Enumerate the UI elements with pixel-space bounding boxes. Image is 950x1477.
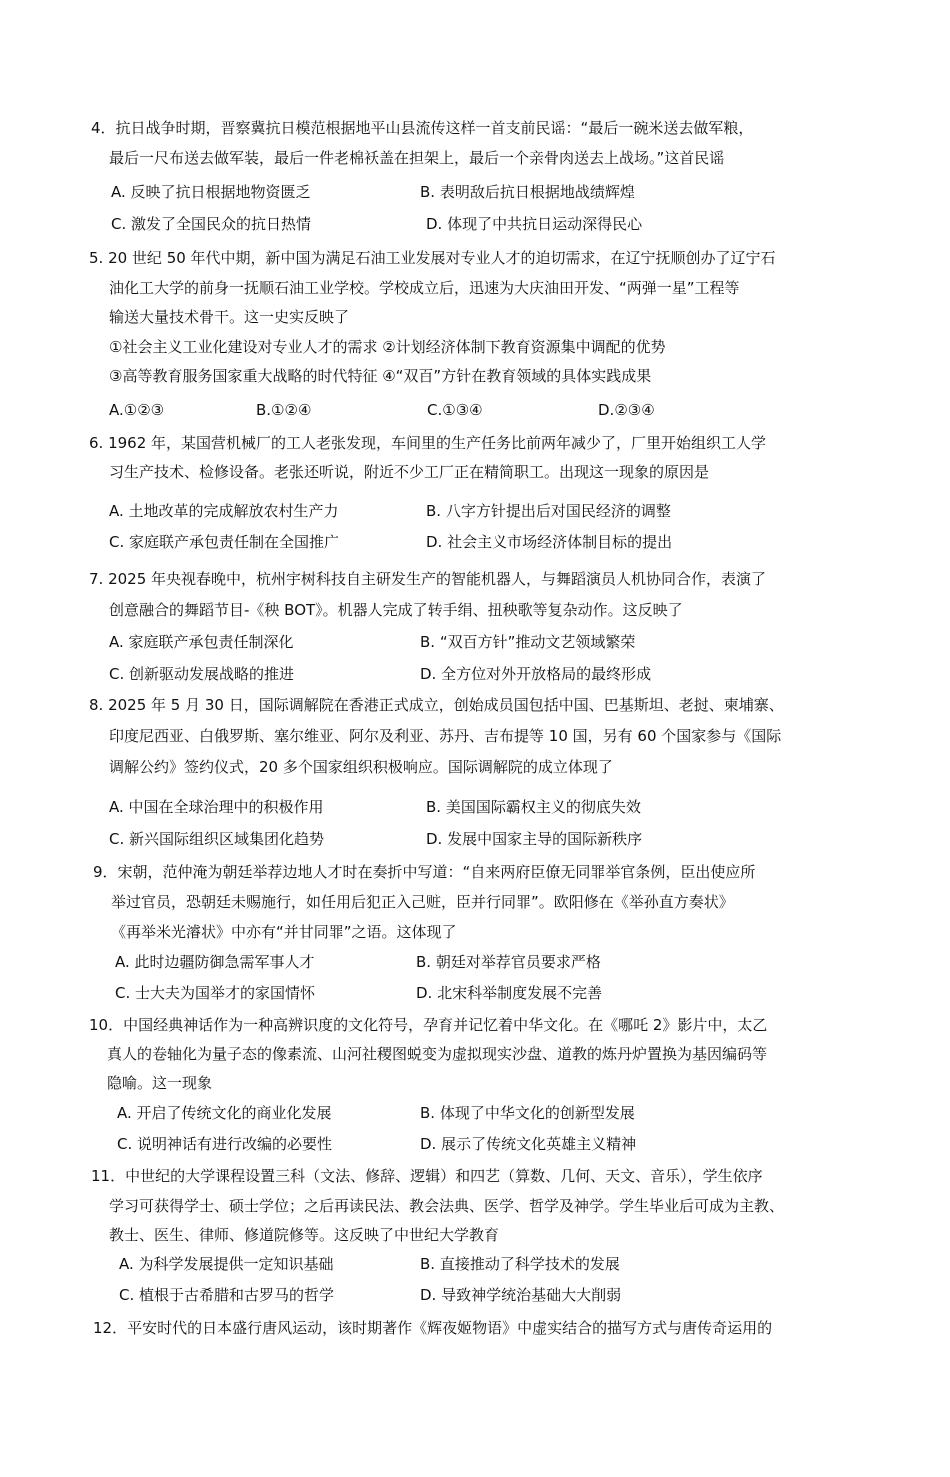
q5-option-c: C.①③④ [427,401,483,419]
q9-stem-line-3: 《再举米光濬状》中亦有“并甘同罪”之语。这体现了 [111,923,457,941]
q5-item-line-2: ③高等教育服务国家重大战略的时代特征 ④“双百”方针在教育领域的具体实践成果 [109,367,652,385]
q4-option-c: C. 激发了全国民众的抗日热情 [111,215,312,233]
q6-option-d: D. 社会主义市场经济体制目标的提出 [426,533,673,551]
q11-option-b: B. 直接推动了科学技术的发展 [420,1255,620,1273]
q8-stem-line-2: 印度尼西亚、白俄罗斯、塞尔维亚、阿尔及利亚、苏丹、吉布提等 10 国，另有 60 个国家参与《国际 [109,727,782,745]
q5-option-a: A.①②③ [109,401,165,419]
q9-option-c: C. 士大夫为国举才的家国情怀 [115,984,316,1002]
q4-stem-line-2: 最后一尺布送去做军装，最后一件老棉袄盖在担架上，最后一个亲骨肉送去上战场。”这首民谣 [109,149,725,167]
q10-option-c: C. 说明神话有进行改编的必要性 [117,1135,333,1153]
q7-stem-line-1: 7. 2025 年央视春晚中，杭州宇树科技自主研发生产的智能机器人，与舞蹈演员人机协同合作，表演了 [89,570,767,588]
q10-stem-line-2: 真人的卷轴化为量子态的像素流、山河社稷图蜕变为虚拟现实沙盘、道教的炼丹炉置换为基因编码等 [107,1045,768,1063]
q6-option-a: A. 土地改革的完成解放农村生产力 [109,502,339,520]
q10-option-b: B. 体现了中华文化的创新型发展 [420,1104,635,1122]
q7-option-a: A. 家庭联产承包责任制深化 [109,633,294,651]
q11-option-c: C. 植根于古希腊和古罗马的哲学 [119,1286,335,1304]
q4-option-d: D. 体现了中共抗日运动深得民心 [426,215,643,233]
q11-stem-line-1: 11．中世纪的大学课程设置三科（文法、修辞、逻辑）和四艺（算数、几何、天文、音乐），学生依序 [91,1167,763,1185]
q4-option-a: A. 反映了抗日根据地物资匮乏 [111,183,311,201]
q9-option-b: B. 朝廷对举荐官员要求严格 [416,953,601,971]
q9-stem-line-2: 举过官员，恐朝廷未赐施行，如任用后犯正入己赃，臣并行同罪”。欧阳修在《举孙直方奏状》 [111,893,734,911]
q6-option-b: B. 八字方针提出后对国民经济的调整 [426,502,671,520]
q9-stem-line-1: 9．宋朝，范仲淹为朝廷举荐边地人才时在奏折中写道：“自来两府臣僚无同罪举官条例，臣出使应所 [93,863,756,881]
q7-stem-line-2: 创意融合的舞蹈节目-《秧 BOT》。机器人完成了转手绢、扭秧歌等复杂动作。这反映了 [109,601,683,619]
q9-option-d: D. 北宋科举制度发展不完善 [416,984,603,1002]
q5-option-d: D.②③④ [598,401,655,419]
q9-option-a: A. 此时边疆防御急需军事人才 [115,953,315,971]
q7-option-b: B. “双百方针”推动文艺领域繁荣 [420,633,636,651]
q12-stem-line-1: 12．平安时代的日本盛行唐风运动，该时期著作《辉夜姬物语》中虚实结合的描写方式与唐传奇运用的 [93,1319,773,1337]
q5-stem-line-2: 油化工大学的前身一抚顺石油工业学校。学校成立后，迅速为大庆油田开发、“两弹一星”工程等 [109,279,740,297]
q7-option-d: D. 全方位对外开放格局的最终形成 [420,665,652,683]
q11-stem-line-2: 学习可获得学士、硕士学位；之后再读民法、教会法典、医学、哲学及神学。学生毕业后可成为主教、 [109,1197,785,1215]
q8-option-b: B. 美国国际霸权主义的彻底失效 [426,798,641,816]
q5-stem-line-3: 输送大量技术骨干。这一史实反映了 [109,308,350,326]
q8-stem-line-1: 8. 2025 年 5 月 30 日，国际调解院在香港正式成立，创始成员国包括中国、巴基斯坦、老挝、柬埔寨、 [89,696,784,714]
q6-stem-line-1: 6. 1962 年，某国营机械厂的工人老张发现，车间里的生产任务比前两年减少了，厂里开始组织工人学 [89,434,767,452]
q5-item-line-1: ①社会主义工业化建设对专业人才的需求 ②计划经济体制下教育资源集中调配的优势 [109,338,666,356]
q8-stem-line-3: 调解公约》签约仪式，20 多个国家组织积极响应。国际调解院的成立体现了 [109,758,613,776]
q10-option-d: D. 展示了传统文化英雄主义精神 [420,1135,637,1153]
q6-option-c: C. 家庭联产承包责任制在全国推广 [109,533,340,551]
q4-option-b: B. 表明敌后抗日根据地战绩辉煌 [420,183,635,201]
q5-stem-line-1: 5. 20 世纪 50 年代中期，新中国为满足石油工业发展对专业人才的迫切需求，在辽宁抚顺创办了辽宁石 [89,249,776,267]
q8-option-c: C. 新兴国际组织区域集团化趋势 [109,830,325,848]
q11-stem-line-3: 教士、医生、律师、修道院修等。这反映了中世纪大学教育 [109,1226,500,1244]
q10-stem-line-3: 隐喻。这一现象 [107,1074,213,1092]
q8-option-d: D. 发展中国家主导的国际新秩序 [426,830,643,848]
q10-option-a: A. 开启了传统文化的商业化发展 [117,1104,332,1122]
q5-option-b: B.①②④ [256,401,312,419]
q10-stem-line-1: 10．中国经典神话作为一种高辨识度的文化符号，孕育并记忆着中华文化。在《哪吒 2》影片中，太乙 [89,1016,768,1034]
q6-stem-line-2: 习生产技术、检修设备。老张还听说，附近不少工厂正在精简职工。出现这一现象的原因是 [109,463,710,481]
q8-option-a: A. 中国在全球治理中的积极作用 [109,798,324,816]
q7-option-c: C. 创新驱动发展战略的推进 [109,665,295,683]
q11-option-a: A. 为科学发展提供一定知识基础 [119,1255,334,1273]
q11-option-d: D. 导致神学统治基础大大削弱 [420,1286,622,1304]
q4-stem-line-1: 4．抗日战争时期，晋察冀抗日模范根据地平山县流传这样一首支前民谣：“最后一碗米送去做军粮， [91,119,754,137]
